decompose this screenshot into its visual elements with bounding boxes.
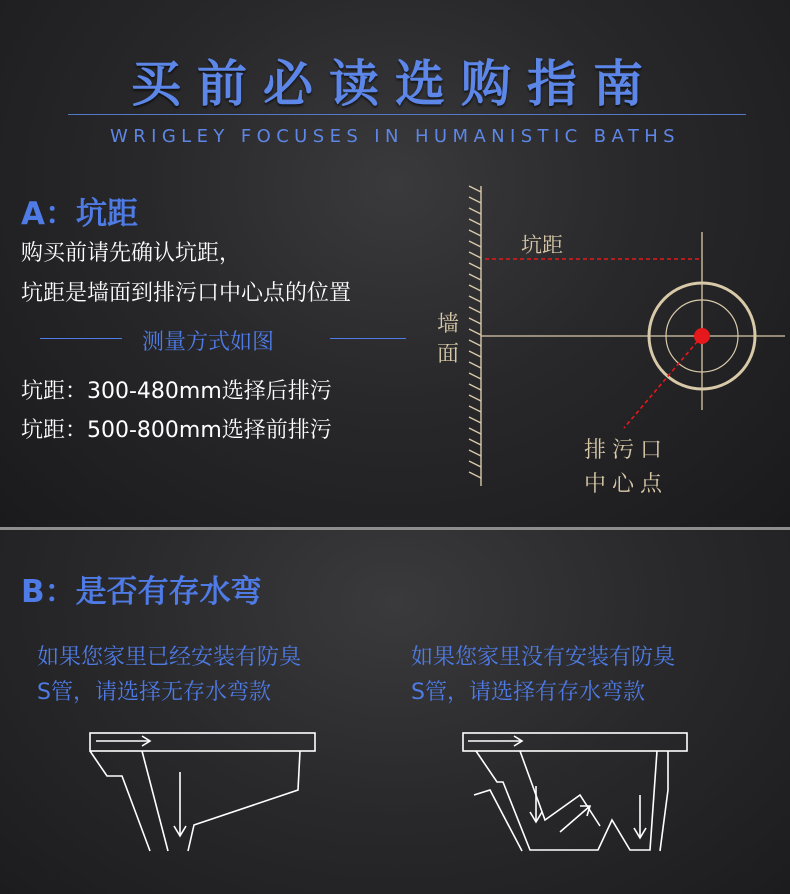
option2-line1: 如果您家里没有安装有防臭 — [411, 645, 676, 670]
option1-line1: 如果您家里已经安装有防臭 — [37, 645, 302, 670]
measure-line-left — [40, 338, 122, 339]
wall-hatch-mark — [469, 384, 481, 390]
trap-outer-wall — [476, 751, 657, 850]
trap-back-wall — [660, 751, 668, 851]
wall-hatch-mark — [469, 186, 481, 192]
wall-hatch-mark — [469, 252, 481, 258]
trap-lower-wall — [474, 790, 522, 851]
drain-center-label-line1: 排污口 — [584, 438, 669, 463]
pit-distance-label: 坑距 — [521, 233, 563, 257]
wall-hatch-mark — [469, 241, 481, 247]
wall-hatch-mark — [469, 472, 481, 478]
page-title: 买前必读选购指南 — [131, 55, 659, 113]
wall-hatch-mark — [469, 307, 481, 313]
drain-center-label-line2: 中心点 — [584, 472, 669, 497]
wall-hatch-mark — [469, 219, 481, 225]
wall-hatch-mark — [469, 230, 481, 236]
wall-hatch-mark — [469, 285, 481, 291]
wall-hatch-mark — [469, 417, 481, 423]
wall-hatch-mark — [469, 197, 481, 203]
drain-center-label — [584, 434, 668, 502]
toilet-with-trap-diagram — [455, 725, 695, 855]
wall-hatch-mark — [469, 362, 481, 368]
title-underline — [68, 114, 746, 115]
wall-hatch-mark — [469, 439, 481, 445]
wall-hatch-mark — [469, 373, 481, 379]
wall-hatch-mark — [469, 428, 481, 434]
wall-label-char2: 面 — [437, 342, 460, 367]
page-subtitle: WRIGLEY FOCUSES IN HUMANISTIC BATHS — [110, 126, 680, 147]
section-a-line2: 坑距是墙面到排污口中心点的位置 — [21, 281, 352, 306]
toilet-lid-outline — [463, 733, 687, 751]
wall-hatch-mark — [469, 450, 481, 456]
wall-label-char1: 墙 — [437, 312, 460, 337]
wall-hatch-mark — [469, 461, 481, 467]
section-a-line1: 购买前请先确认坑距， — [21, 241, 242, 266]
wall-hatch-mark — [469, 395, 481, 401]
toilet-without-trap-diagram — [80, 725, 325, 855]
wall-hatch-mark — [469, 318, 481, 324]
wall-hatch-mark — [469, 351, 481, 357]
wall-hatch-mark — [469, 208, 481, 214]
toilet-lid-outline — [90, 733, 315, 751]
measure-line-right — [330, 338, 406, 339]
wall-hatch-mark — [469, 406, 481, 412]
option2-line2: S管，请选择有存水弯款 — [411, 680, 645, 705]
section-a-heading: A：坑距 — [21, 196, 138, 232]
center-pointer-line — [624, 336, 702, 428]
measure-label: 测量方式如图 — [142, 330, 275, 355]
option1-line2: S管，请选择无存水弯款 — [37, 680, 271, 705]
wall-hatch-mark — [469, 296, 481, 302]
bowl-inner-wall — [142, 751, 168, 851]
wall-hatch-mark — [469, 340, 481, 346]
spec-rear-drain: 坑距：300-480mm选择后排污 — [21, 379, 332, 404]
flow-arrow-up — [560, 806, 590, 832]
wall-label — [437, 310, 459, 370]
wall-hatch-mark — [469, 263, 481, 269]
bowl-outer-wall — [90, 751, 150, 851]
bowl-back-wall — [188, 751, 300, 851]
drain-center-dot — [694, 328, 710, 344]
wall-hatch-mark — [469, 274, 481, 280]
section-b-heading: B：是否有存水弯 — [21, 574, 262, 610]
spec-front-drain: 坑距：500-800mm选择前排污 — [21, 418, 332, 443]
wall-hatch-mark — [469, 329, 481, 335]
wall-hatch — [469, 186, 481, 486]
